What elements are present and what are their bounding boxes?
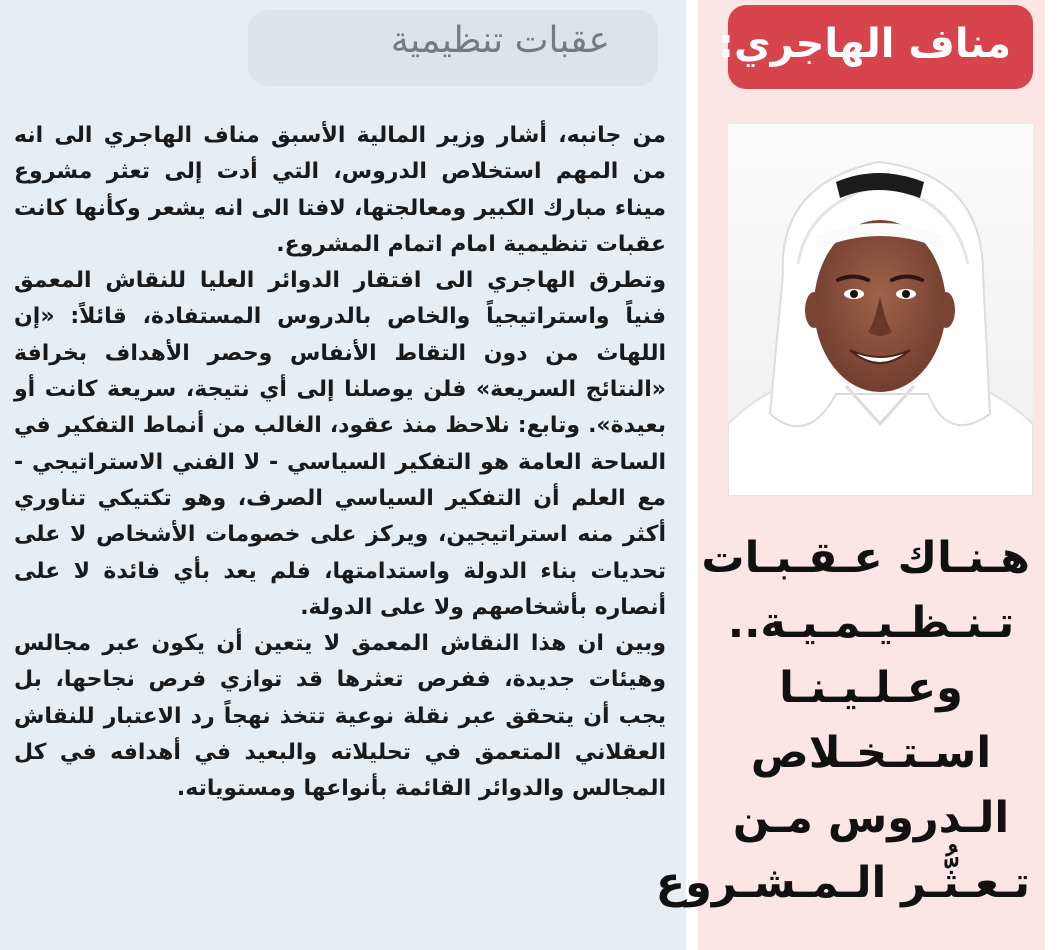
- pull-quote-line: اسـتـخـلاص: [750, 728, 992, 778]
- pull-quote-line: هـنـاك عـقـبـات: [701, 533, 1030, 583]
- article-paragraph: وتطرق الهاجري الى افتقار الدوائر العليا للنقاش المعمق فنياً واستراتيجياً والخاص بالدروس المستفادة، قائلاً: «إن اللهاث من دون التقاط الأنفاس وحصر الأهداف بخرافة «النتائج السريعة» فلن يوصلنا إلى أي نتيجة، سريعة كانت أو بعيدة». وتابع: نلاحظ منذ عقود، الغالب من أنماط التفكير في الساحة العامة هو التفكير السياسي - لا الفني الاستراتيجي - مع العلم أن التفكير السياسي الصرف، وهو تكتيكي تناوري أكثر منه استراتيجين، ويركز على خصومات الأشخاص لا على تحديات بناء الدولة واستدامتها، فلم يعد بأي فائدة لا على أنصاره بأشخاصهم ولا على الدولة.: [14, 268, 666, 620]
- subheading: عقبات تنظيمية: [390, 20, 610, 61]
- pull-quote: [655, 526, 1030, 916]
- pull-quote-line: تـنـظـيـمـيـة..: [727, 598, 1015, 648]
- sidebar-panel: [655, 0, 1045, 950]
- portrait-illustration: [728, 124, 1033, 496]
- article-paragraph: من جانبه، أشار وزير المالية الأسبق مناف الهاجري الى انه من المهم استخلاص الدروس، التي أدت إلى تعثر مشروع ميناء مبارك الكبير ومعالجتها، لافتا الى انه يشعر وكأنها كانت عقبات تنظيمية امام اتمام المشروع.: [14, 123, 666, 257]
- pull-quote-line: وعـلـيـنـا: [779, 663, 963, 713]
- sidebar: [655, 0, 1059, 950]
- article-paragraph: وبين ان هذا النقاش المعمق لا يتعين أن يكون عبر مجالس وهيئات جديدة، ففرص تعثرها قد توازي فرص نجاحها، بل يجب أن يتحقق عبر نقلة نوعية تتخذ نهجاً رد الاعتبار للنقاش العقلاني المتعمق في تحليلاته والبعيد في أهدافه في كل المجالس والدوائر القائمة بأنواعها ومستوياته.: [14, 631, 666, 802]
- article-body: [14, 118, 666, 808]
- speaker-name: مناف الهاجري:: [717, 21, 1011, 67]
- subheading-pill: [248, 10, 658, 86]
- pull-quote-line: تـعـثُّـر الـمـشـروع: [655, 858, 1030, 908]
- name-banner: [717, 5, 1033, 89]
- pull-quote-line: الـدروس مـن: [732, 793, 1010, 843]
- portrait-photo: [728, 124, 1033, 496]
